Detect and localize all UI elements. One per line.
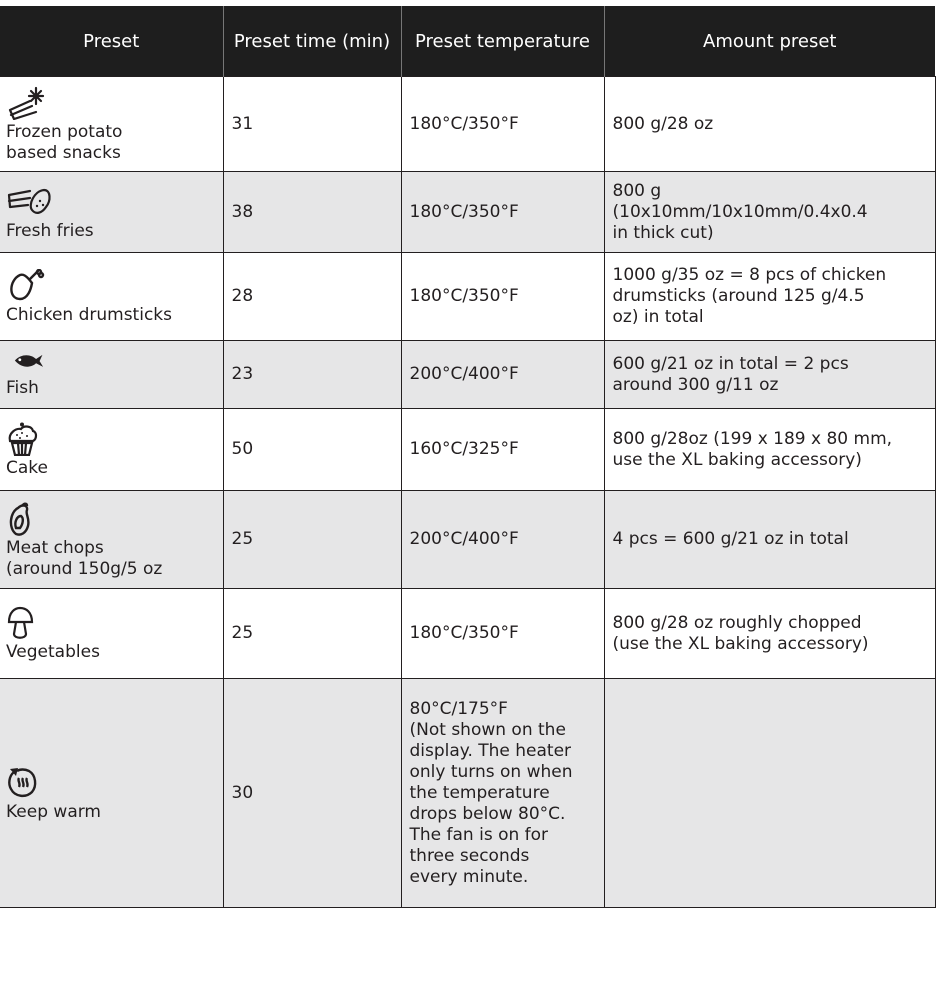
time-cell: 30 bbox=[223, 679, 401, 908]
amount-cell: 800 g/28 oz bbox=[604, 77, 935, 172]
fresh-fries-icon bbox=[6, 185, 52, 219]
temperature-cell: 80°C/175°F (Not shown on the display. The heater only turns on when the temperature drops below 80°C. The fan is on for three seconds every minute. bbox=[401, 679, 604, 908]
temperature-cell: 180°C/350°F bbox=[401, 589, 604, 679]
keep-warm-icon bbox=[6, 766, 52, 800]
cupcake-icon bbox=[6, 422, 52, 456]
preset-table bbox=[0, 6, 936, 908]
table-row bbox=[0, 491, 935, 589]
header-amount: Amount preset bbox=[604, 6, 935, 77]
fish-icon bbox=[6, 352, 52, 376]
table-row bbox=[0, 77, 935, 172]
preset-cell bbox=[0, 491, 223, 589]
amount-cell: 800 g/28 oz roughly chopped (use the XL baking accessory) bbox=[604, 589, 935, 679]
amount-cell bbox=[604, 679, 935, 908]
preset-name: Cake bbox=[6, 458, 48, 478]
preset-cell bbox=[0, 679, 223, 908]
temperature-cell: 160°C/325°F bbox=[401, 409, 604, 491]
preset-name: Frozen potato based snacks bbox=[6, 122, 123, 163]
table-row bbox=[0, 172, 935, 253]
time-cell: 31 bbox=[223, 77, 401, 172]
time-cell: 38 bbox=[223, 172, 401, 253]
table-row bbox=[0, 679, 935, 908]
time-cell: 25 bbox=[223, 491, 401, 589]
mushroom-icon bbox=[6, 606, 52, 640]
drumstick-icon bbox=[6, 269, 52, 303]
frozen-snacks-icon bbox=[6, 86, 52, 120]
preset-cell bbox=[0, 253, 223, 341]
preset-name: Fresh fries bbox=[6, 220, 94, 241]
time-cell: 28 bbox=[223, 253, 401, 341]
temperature-cell: 180°C/350°F bbox=[401, 253, 604, 341]
table-row bbox=[0, 589, 935, 679]
preset-name: Keep warm bbox=[6, 801, 101, 822]
amount-cell: 800 g/28oz (199 x 189 x 80 mm, use the XL baking accessory) bbox=[604, 409, 935, 491]
preset-cell bbox=[0, 341, 223, 409]
temperature-cell: 200°C/400°F bbox=[401, 341, 604, 409]
preset-cell bbox=[0, 77, 223, 172]
temperature-cell: 200°C/400°F bbox=[401, 491, 604, 589]
preset-cell bbox=[0, 172, 223, 253]
amount-cell: 600 g/21 oz in total = 2 pcs around 300 g/11 oz bbox=[604, 341, 935, 409]
preset-name: Vegetables bbox=[6, 642, 100, 662]
temperature-cell: 180°C/350°F bbox=[401, 77, 604, 172]
time-cell: 23 bbox=[223, 341, 401, 409]
preset-cell bbox=[0, 589, 223, 679]
amount-cell: 800 g (10x10mm/10x10mm/0.4x0.4 in thick cut) bbox=[604, 172, 935, 253]
preset-name: Fish bbox=[6, 378, 39, 398]
header-time: Preset time (min) bbox=[223, 6, 401, 77]
preset-cell bbox=[0, 409, 223, 491]
meat-chop-icon bbox=[6, 502, 52, 536]
amount-cell: 1000 g/35 oz = 8 pcs of chicken drumsticks (around 125 g/4.5 oz) in total bbox=[604, 253, 935, 341]
header-temperature: Preset temperature bbox=[401, 6, 604, 77]
table-header bbox=[0, 6, 935, 77]
table-row bbox=[0, 253, 935, 341]
table-row bbox=[0, 341, 935, 409]
header-preset: Preset bbox=[0, 6, 223, 77]
amount-cell: 4 pcs = 600 g/21 oz in total bbox=[604, 491, 935, 589]
time-cell: 25 bbox=[223, 589, 401, 679]
temperature-cell: 180°C/350°F bbox=[401, 172, 604, 253]
preset-name: Meat chops (around 150g/5 oz bbox=[6, 537, 163, 579]
preset-name: Chicken drumsticks bbox=[6, 305, 172, 325]
table-row bbox=[0, 409, 935, 491]
time-cell: 50 bbox=[223, 409, 401, 491]
